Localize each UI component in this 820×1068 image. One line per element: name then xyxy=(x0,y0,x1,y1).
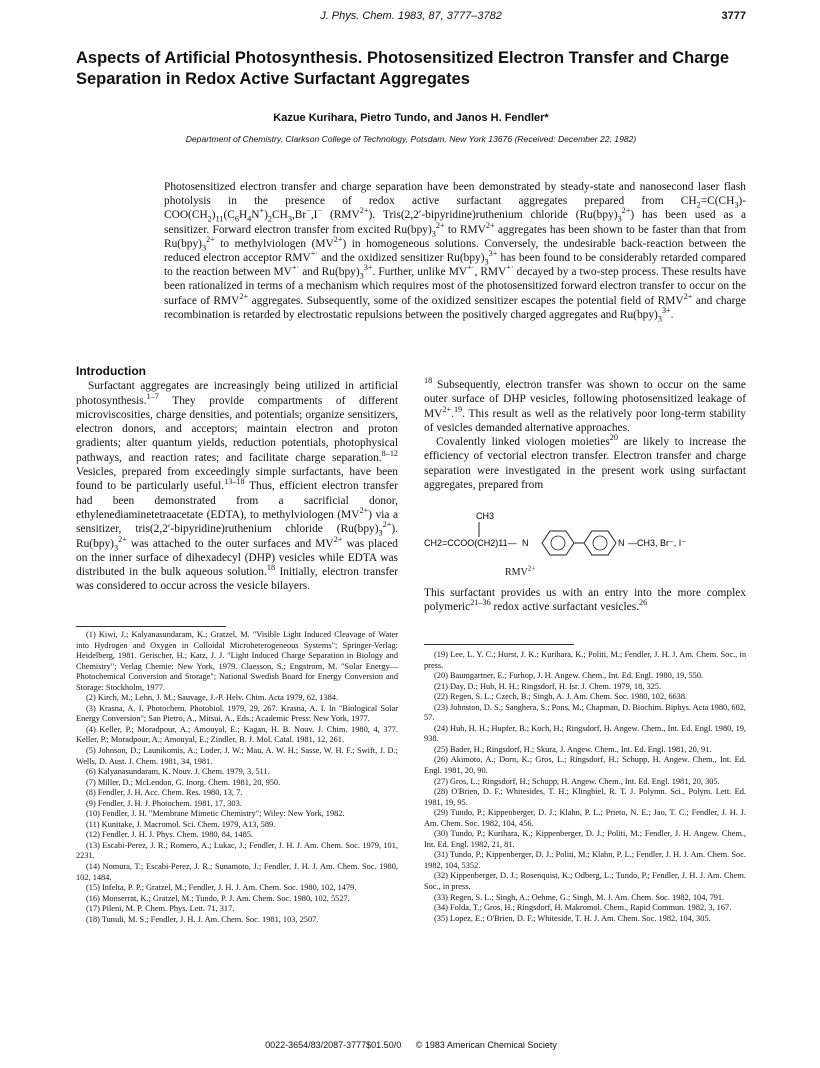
reference-item: (7) Miller, D.; McLendon, G. Inorg. Chem. 1981, 20, 950. xyxy=(86,777,281,787)
footnote-rule-right xyxy=(424,644,574,645)
rmv-structure-diagram xyxy=(424,508,746,564)
footnote-rule-left xyxy=(76,626,226,627)
reference-item: (27) Gros, L.; Ringsdorf, H.; Schupp, H. Angew. Chem., Int. Ed. Engl. 1981, 20, 305. xyxy=(434,776,720,786)
reference-item: (12) Fendler, J. H. J. Phys. Chem. 1980, 84, 1485. xyxy=(86,830,254,840)
chemical-structure-svg xyxy=(424,508,746,564)
references-left-column xyxy=(76,630,398,925)
pyridinium-n-left: N xyxy=(522,538,529,548)
references-right-column xyxy=(424,650,746,924)
reference-item: (15) Infelta, P. P.; Gratzel, M.; Fendler, J. H. J. Am. Chem. Soc. 1980, 102, 1479. xyxy=(86,883,357,893)
abstract: Photosensitized electron transfer and charge separation have been demonstrated by steady-state and nanosecond laser flash photolysis in the presence of redox active surfactant aggregates prepared from $CH_2=C(CH_3)-COO(CH_2)_{11}(C_6H_4N^+)_2CH_3,Br^-,I^-$ $(RMV^{2+})$. Tris(2,2′-bipyridine)ruthenium chloride $(Ru(bpy)_3^{2+})$ has been used as a sensitizer. Forward electron transfer from excited $Ru(bpy)_3^{2+}$ to $RMV^{2+}$ aggregates has been shown to be faster than that from $Ru(bpy)_3^{2+}$ to methylviologen $(MV^{2+})$ in homogeneous solutions. Conversely, the undesirable back-reaction between the reduced electron acceptor RMV+· and the oxidized sensitizer $Ru(bpy)_3^{3+}$ has been found to be considerably retarded compared to the reaction between MV+· and $Ru(bpy)_3^{3+}$. Further, unlike MV+·, RMV+· decayed by a two-step process. These results have been rationalized in terms of a mechanism which requires most of the photosensitized forward electron transfer to occur on the surface of $RMV^{2+}$ aggregates. Subsequently, some of the oxidized sensitizer escapes the potential field of $RMV^{2+}$ and charge recombination is retarded by electrostatic repulsions between the positively charged aggregates and $Ru(bpy)_3^{3+}$. xyxy=(164,181,747,324)
ring-1-aromatic xyxy=(551,536,565,550)
reference-item: (16) Monserrat, K.; Gratzel, M.; Tundo, P. J. Am. Chem. Soc. 1980, 102, 5527. xyxy=(86,893,350,903)
reference-item: (10) Fendler, J. H. "Membrane Mimetic Chemistry"; Wiley: New York, 1982. xyxy=(86,809,345,819)
affiliation: Department of Chemistry, Clarkson College of Technology, Potsdam, New York 13676 (Received: December 22, 1982) xyxy=(185,134,637,144)
reference-item: (14) Nomura, T.; Escabi-Perez, J. R.; Sunamoto, J.; Fendler, J. H. J. Am. Chem. Soc. 1980, 102, 1484. xyxy=(76,862,398,882)
running-header xyxy=(76,10,746,26)
reference-item: (19) Lee, L. Y. C.; Hurst, J. K.; Kurihara, K.; Politi, M.; Fendler, J. H. J. Am. Chem. Soc., in press. xyxy=(424,650,746,670)
reference-item: (31) Tundo, P.; Kippenberger, D. J.; Politi, M.; Klahn, P. L.; Fendler, J. H. J. Am. Chem. Soc. 1982, 104, 5352. xyxy=(424,850,746,870)
pyridinium-n-right: N xyxy=(618,538,625,548)
acrylate-chain: CH2=CCOO(CH2)11— xyxy=(424,538,517,548)
ring-2-aromatic xyxy=(593,536,607,550)
article-code: 0022-3654/83/2087-3777$01.50/0 xyxy=(265,1040,402,1050)
article-title: Aspects of Artificial Photosynthesis. Photosensitized Electron Transfer and Charge Separation in Redox Active Surfactant Aggregates xyxy=(76,49,730,88)
reference-item: (32) Kippenberger, D. J.; Rosenquist, K.; Odberg, L.; Tundo, P.; Fendler, J. H. J. Am. Chem. Soc., in press. xyxy=(424,871,746,892)
reference-item: (1) Kiwi, J.; Kalyanasundaram, K.; Gratzel, M. "Visible Light Induced Cleavage of Water into Hydrogen and Oxygen in Colloidal Microheterogeneous Systems"; Springer-Verlag: Heidelberg, 1981. Gerischer, H.; Katz, J. J. "Light Induced Charge Separation in Biology and Chemistry"; Verlag Chemie: New York, 1979. Claesson, S.; Engstrom, M. "Solar Energy—Photochemical Conversion and Storage"; National Swedish Board for Energy Conversion and Storage: Stockholm, 1977. xyxy=(76,630,398,692)
reference-item: (18) Tunuli, M. S.; Fendler, J. H. J. Am. Chem. Soc. 1981, 103, 2507. xyxy=(86,914,319,924)
reference-item: (8) Fendler, J. H. Acc. Chem. Res. 1980, 13, 7. xyxy=(86,788,243,798)
structure-label: $RMV^{2+}$ xyxy=(505,564,536,578)
copyright-notice: © 1983 American Chemical Society xyxy=(415,1040,557,1050)
reference-item: (33) Regen, S. L.; Singh, A.; Oehme, G.; Singh, M. J. Am. Chem. Soc. 1982, 104, 791. xyxy=(434,892,725,902)
reference-item: (20) Baumgartner, E.; Furhop, J. H. Angew. Chem., Int. Ed. Engl. 1980, 19, 550. xyxy=(434,671,704,681)
pyridine-ring-1 xyxy=(542,531,574,555)
reference-item: (24) Hub, H. H.; Hupfer, B.; Koch, H.; Ringsdorf, H. Angew. Chem., Int. Ed. Engl. 1980, 19, 938. xyxy=(424,723,746,744)
methyl-label: CH3 xyxy=(476,511,495,521)
methyl-counterions: —CH3, Br⁻, I⁻ xyxy=(628,538,687,548)
intro-paragraph-2: Covalently linked viologen moieties$^{20}$ are likely to increase the efficiency of vectorial electron transfer. Electron transfer and charge separation were investigated in the present work using surfactant aggregates, prepared from xyxy=(424,433,746,492)
reference-item: (4) Keller, P.; Moradpour, A.; Amouyal, E.; Kagan, H. B. Nouv. J. Chim. 1980, 4, 377. Keller, P.; Moradpour, A.; Amouyal, E.; Zindler, B. J. Mol. Catal. 1981, 12, 261. xyxy=(76,724,398,745)
reference-item: (28) O'Brien, D. F.; Whitesides, T. H.; Klingbiel, R. T. J. Polymn. Sci., Polym. Lett. Ed. 1981, 19, 95. xyxy=(424,787,746,807)
intro-paragraph-1-continued: $^{18}$ Subsequently, electron transfer was shown to occur on the same outer surface of DHP vesicles, following photosensitized leakage of $MV^{2+}.^{19}$. This result as well as the relatively poor long-term stability of vesicles demanded alternative approaches. xyxy=(424,376,746,434)
reference-item: (35) Lopez, E.; O'Brien, D. F.; Whiteside, T. H. J. Am. Chem. Soc. 1982, 104, 305. xyxy=(434,913,711,923)
reference-item: (26) Akimoto, A.; Dorn, K.; Gros, L.; Ringsdorf, H.; Schupp, H. Angew. Chem., Int. Ed. Engl. 1981, 20, 90. xyxy=(424,755,746,776)
reference-item: (5) Johnson, D.; Launikomis, A.; Loder, J. W.; Mau, A. W. H.; Sasse, W. H. F.; Swift, J. D.; Wells, D. Aust. J. Chem. 1981, 34, 1981. xyxy=(76,746,398,766)
pyridine-ring-2 xyxy=(584,531,616,555)
reference-item: (30) Tundo, P.; Kurihara, K.; Kippenberger, D. J.; Politi, M.; Fendler, J. H. Angew. Chem., Int. Ed. Engl. 1982, 21, 81. xyxy=(424,829,746,849)
intro-paragraph-3: This surfactant provides us with an entry into the more complex polymeric$^{21-36}$ redox active surfactant vesicles.$^{26}$ xyxy=(424,587,746,614)
reference-item: (3) Krasna, A. I. Photochem. Photobiol. 1979, 29, 267. Krasna, A. I. In "Biological Solar Energy Conversion"; San Pietro, A., Mitsui, A., Eds.; Academic Press: New York, 1977. xyxy=(76,703,398,724)
reference-item: (2) Kirch, M.; Lehn, J. M.; Sauvage, J.-P. Helv. Chim. Acta 1979, 62, 1384. xyxy=(86,693,339,703)
reference-item: (6) Kalyanasundaram, K. Nouv. J. Chem. 1979, 3, 511. xyxy=(86,767,270,777)
reference-item: (34) Folda, T.; Gros, H.; Ringsdorf, H. Makromol. Chem., Rapid Commun. 1982, 3, 167. xyxy=(434,903,732,913)
reference-item: (29) Tundo, P.; Kippenberger, D. J.; Klahn, P. L.; Prieto, N. E.; Jao, T. C.; Fendler, J. H. J. Am. Chem. Soc. 1982, 104, 456. xyxy=(424,808,746,828)
reference-item: (13) Escabi-Perez, J. R.; Romero, A.; Lukac, J.; Fendler, J. H. J. Am. Chem. Soc. 1979, 101, 2231. xyxy=(76,840,398,861)
page-footer xyxy=(76,1040,746,1050)
reference-item: (11) Kunitake, J. Macromol. Sci. Chem. 1979, A13, 589. xyxy=(86,819,276,829)
intro-paragraph-1: Surfactant aggregates are increasingly being utilized in artificial photosynthesis.$^{1-7}$ They provide compartments of different microviscosities, charge densities, and potentials; organize sensitizers, electron donors, and acceptors; maintain electron and proton gradients; alter quantum yields, reduction potentials, photophysical pathways, and reaction rates; and facilitate charge separation.$^{8-12}$ Vesicles, prepared from exceedingly simple surfactants, have been found to be particularly useful.$^{13-18}$ Thus, efficient electron transfer had been demonstrated from a sacrificial donor, ethylenediaminetetraacetate (EDTA), to methylviologen $(MV^{2+})$ via a sensitizer, tris(2,2′-bipyridine)ruthenium chloride $(Ru(bpy)_3^{2+})$. $Ru(bpy)_3^{2+}$ was attached to the outer surfaces and $MV^{2+}$ was placed on the inner surface of dihexadecyl (DHP) vesicles while EDTA was distributed in the bulk aqueous solution.$^{18}$ Initially, electron transfer was considered to occur across the vesicle bilayers. xyxy=(76,380,399,593)
reference-item: (23) Johnston, D. S.; Sanghera, S.; Pons, M.; Chapman, D. Biochim. Biphys. Acta 1980, 602, 57. xyxy=(424,702,746,723)
page-number: 3777 xyxy=(721,10,746,22)
reference-item: (17) Pileni, M. P. Chem. Phys. Lett. 71, 317. xyxy=(86,904,235,914)
reference-item: (25) Bader, H.; Ringsdorf, H.; Skura, J. Angew. Chem., Int. Ed. Engl. 1981, 20, 91. xyxy=(434,744,712,754)
reference-item: (22) Regen, S. L.; Czech, B.; Singh, A. J. Am. Chem. Soc. 1980, 102, 6638. xyxy=(434,692,688,702)
reference-item: (21) Day, D.; Hub, H. H.; Ringsdorf, H. Isr. J. Chem. 1979, 18, 325. xyxy=(434,681,662,691)
introduction-heading: Introduction xyxy=(76,364,146,378)
reference-item: (9) Fendler, J. H. J. Photochem. 1981, 17, 303. xyxy=(86,798,242,808)
journal-citation: J. Phys. Chem. 1983, 87, 3777–3782 xyxy=(320,10,502,22)
introduction-left-column xyxy=(76,364,398,594)
author-list: Kazue Kurihara, Pietro Tundo, and Janos H. Fendler* xyxy=(273,112,549,124)
introduction-right-column xyxy=(424,378,746,492)
